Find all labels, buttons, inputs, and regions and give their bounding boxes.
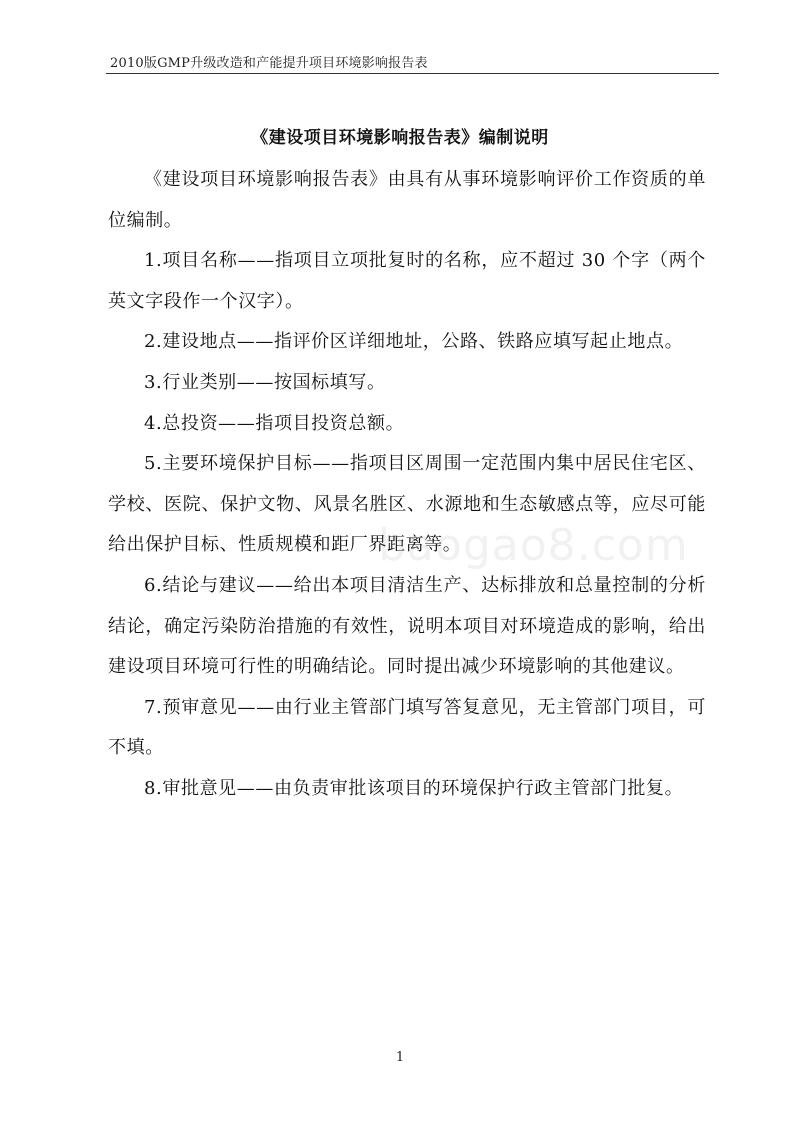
document-title: 《建设项目环境影响报告表》编制说明: [251, 128, 549, 148]
document-body: [108, 160, 706, 810]
paragraph-intro: 《建设项目环境影响报告表》由具有从事环境影响评价工作资质的单位编制。: [108, 169, 706, 231]
page-number: 1: [395, 1050, 405, 1065]
paragraph-protection-targets: 5.主要环境保护目标——指项目区周围一定范围内集中居民住宅区、学校、医院、保护文物、风景名胜区、水源地和生态敏感点等，应尽可能给出保护目标、性质规模和距厂界距离等。: [108, 453, 706, 556]
watermark: baogao8.com: [378, 520, 689, 571]
paragraph-project-name: 1.项目名称——指项目立项批复时的名称，应不超过 30 个字（两个英文字段作一个汉字）。: [108, 250, 706, 312]
paragraph-approval: 8.审批意见——由负责审批该项目的环境保护行政主管部门批复。: [144, 777, 684, 799]
paragraph-conclusions: 6.结论与建议——给出本项目清洁生产、达标排放和总量控制的分析结论，确定污染防治措施的有效性，说明本项目对环境造成的影响，给出建设项目环境可行性的明确结论。同时提出减少环境影响的其他建议。: [108, 574, 706, 678]
header-divider: [106, 73, 719, 74]
paragraph-location: 2.建设地点——指评价区详细地址，公路、铁路应填写起止地点。: [144, 331, 684, 353]
running-header: 2010版GMP升级改造和产能提升项目环境影响报告表: [110, 56, 428, 71]
paragraph-preliminary-review: 7.预审意见——由行业主管部门填写答复意见，无主管部门项目，可不填。: [108, 696, 706, 759]
paragraph-industry: 3.行业类别——按国标填写。: [144, 371, 386, 393]
paragraph-investment: 4.总投资——指项目投资总额。: [144, 412, 405, 434]
